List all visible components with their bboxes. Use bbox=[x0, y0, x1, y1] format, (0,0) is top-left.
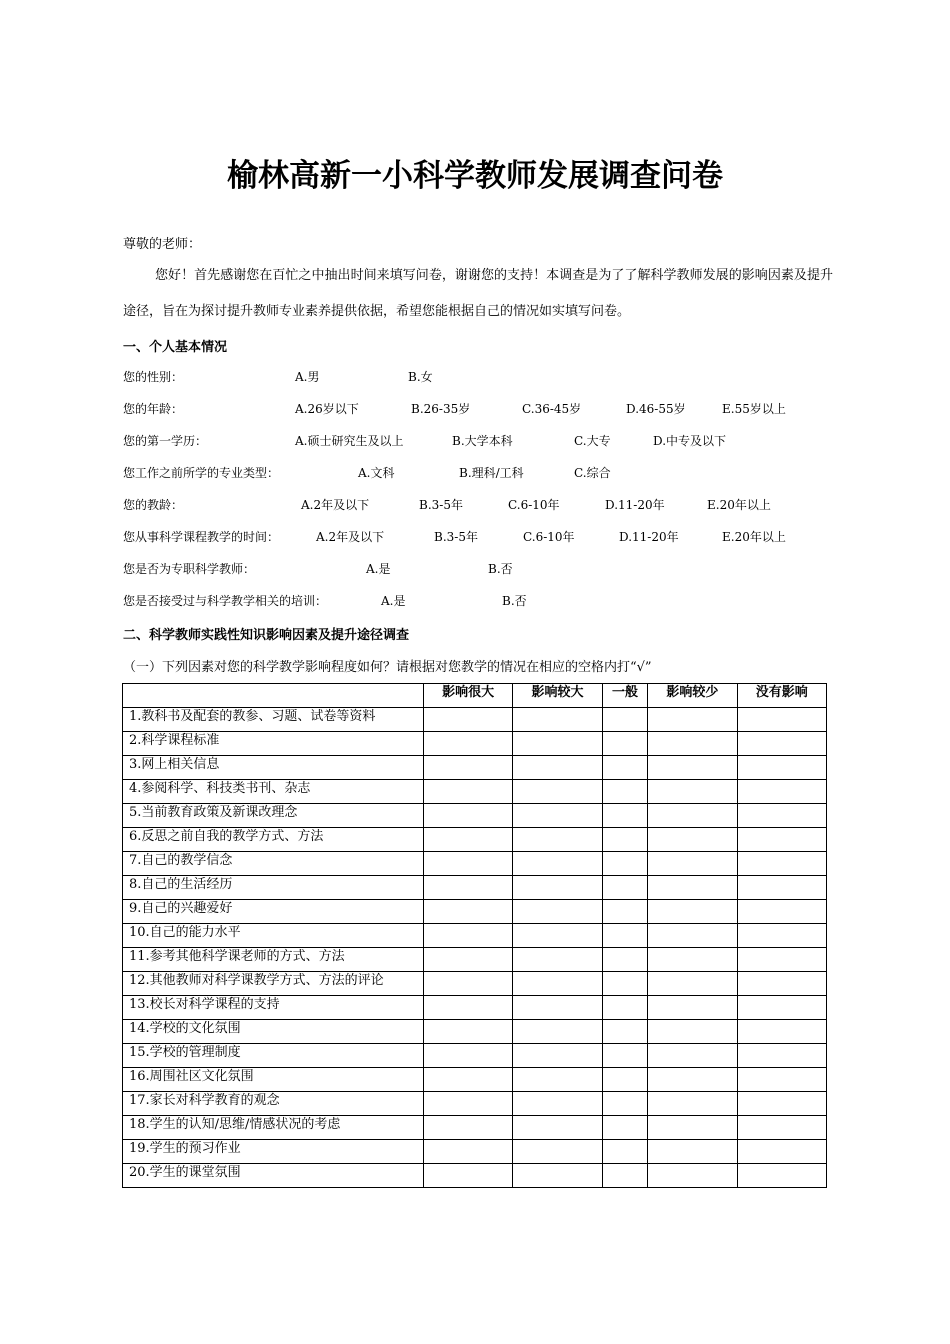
option: B.女 bbox=[408, 370, 433, 384]
option: A.硕士研究生及以上 bbox=[295, 434, 404, 448]
row-factor-label: 12.其他教师对科学课教学方式、方法的评论 bbox=[123, 972, 424, 996]
rating-cell[interactable] bbox=[513, 804, 602, 828]
rating-cell[interactable] bbox=[602, 756, 648, 780]
rating-cell[interactable] bbox=[513, 1164, 602, 1188]
row-factor-label: 1.教科书及配套的教参、习题、试卷等资料 bbox=[123, 708, 424, 732]
rating-cell[interactable] bbox=[513, 1020, 602, 1044]
option: D.11-20年 bbox=[619, 530, 679, 544]
table-row bbox=[123, 1020, 827, 1044]
table-instruction: （一）下列因素对您的科学教学影响程度如何？请根据对您教学的情况在相应的空格内打“√” bbox=[123, 660, 652, 675]
table-row bbox=[123, 756, 827, 780]
rating-cell[interactable] bbox=[648, 924, 737, 948]
page-title: 榆林高新一小科学教师发展调查问卷 bbox=[227, 158, 723, 194]
option: C.36-45岁 bbox=[522, 402, 582, 416]
row-factor-label: 14.学校的文化氛围 bbox=[123, 1020, 424, 1044]
rating-cell[interactable] bbox=[513, 948, 602, 972]
row-factor-label: 10.自己的能力水平 bbox=[123, 924, 424, 948]
option: A.2年及以下 bbox=[301, 498, 370, 512]
rating-cell[interactable] bbox=[513, 1092, 602, 1116]
rating-cell[interactable] bbox=[513, 996, 602, 1020]
option: D.中专及以下 bbox=[653, 434, 727, 448]
rating-cell[interactable] bbox=[737, 900, 826, 924]
row-factor-label: 13.校长对科学课程的支持 bbox=[123, 996, 424, 1020]
rating-cell[interactable] bbox=[424, 1068, 513, 1092]
table-row bbox=[123, 948, 827, 972]
rating-cell[interactable] bbox=[648, 1020, 737, 1044]
row-factor-label: 18.学生的认知/思维/情感状况的考虑 bbox=[123, 1116, 424, 1140]
rating-cell[interactable] bbox=[424, 996, 513, 1020]
rating-cell[interactable] bbox=[513, 756, 602, 780]
rating-cell[interactable] bbox=[424, 972, 513, 996]
rating-cell[interactable] bbox=[648, 804, 737, 828]
table-row bbox=[123, 972, 827, 996]
header-average: 一般 bbox=[602, 684, 648, 708]
rating-cell[interactable] bbox=[648, 972, 737, 996]
option: B.否 bbox=[488, 562, 513, 576]
table-row bbox=[123, 996, 827, 1020]
option: C.综合 bbox=[574, 466, 611, 480]
rating-cell[interactable] bbox=[737, 948, 826, 972]
rating-cell[interactable] bbox=[602, 1140, 648, 1164]
row-factor-label: 11.参考其他科学课老师的方式、方法 bbox=[123, 948, 424, 972]
option: B.3-5年 bbox=[434, 530, 478, 544]
rating-cell[interactable] bbox=[737, 1092, 826, 1116]
table-row bbox=[123, 708, 827, 732]
rating-cell[interactable] bbox=[648, 732, 737, 756]
rating-cell[interactable] bbox=[602, 924, 648, 948]
option: C.6-10年 bbox=[508, 498, 560, 512]
rating-cell[interactable] bbox=[513, 780, 602, 804]
rating-cell[interactable] bbox=[513, 828, 602, 852]
rating-cell[interactable] bbox=[648, 852, 737, 876]
row-factor-label: 6.反思之前自我的教学方式、方法 bbox=[123, 828, 424, 852]
intro-paragraph: 您好！首先感谢您在百忙之中抽出时间来填写问卷，谢谢您的支持！本调查是为了了解科学教师发展的影响因素及提升途径，旨在为探讨提升教师专业素养提供依据，希望您能根据自己的情况如实填写问卷。 bbox=[123, 268, 833, 319]
rating-cell[interactable] bbox=[737, 1044, 826, 1068]
rating-cell[interactable] bbox=[648, 1092, 737, 1116]
row-factor-label: 19.学生的预习作业 bbox=[123, 1140, 424, 1164]
option: A.26岁以下 bbox=[295, 402, 359, 416]
rating-cell[interactable] bbox=[602, 1164, 648, 1188]
section-heading-personal: 一、个人基本情况 bbox=[123, 340, 228, 355]
rating-cell[interactable] bbox=[602, 1044, 648, 1068]
rating-cell[interactable] bbox=[602, 996, 648, 1020]
rating-cell[interactable] bbox=[737, 828, 826, 852]
header-none: 没有影响 bbox=[737, 684, 826, 708]
rating-cell[interactable] bbox=[648, 1044, 737, 1068]
rating-cell[interactable] bbox=[424, 1092, 513, 1116]
row-factor-label: 2.科学课程标准 bbox=[123, 732, 424, 756]
rating-cell[interactable] bbox=[737, 1020, 826, 1044]
table-row bbox=[123, 852, 827, 876]
rating-table bbox=[122, 683, 827, 1188]
row-factor-label: 3.网上相关信息 bbox=[123, 756, 424, 780]
rating-cell[interactable] bbox=[424, 1020, 513, 1044]
table-row bbox=[123, 1068, 827, 1092]
rating-cell[interactable] bbox=[424, 948, 513, 972]
rating-cell[interactable] bbox=[424, 1044, 513, 1068]
greeting: 尊敬的老师： bbox=[123, 237, 202, 252]
rating-cell[interactable] bbox=[602, 900, 648, 924]
header-small: 影响较少 bbox=[648, 684, 737, 708]
row-factor-label: 7.自己的教学信念 bbox=[123, 852, 424, 876]
rating-cell[interactable] bbox=[602, 732, 648, 756]
question-label: 您工作之前所学的专业类型： bbox=[123, 466, 280, 480]
rating-cell[interactable] bbox=[648, 1116, 737, 1140]
rating-cell[interactable] bbox=[737, 756, 826, 780]
rating-cell[interactable] bbox=[648, 828, 737, 852]
option: D.11-20年 bbox=[605, 498, 665, 512]
option: C.大专 bbox=[574, 434, 611, 448]
rating-cell[interactable] bbox=[602, 852, 648, 876]
rating-cell[interactable] bbox=[424, 876, 513, 900]
rating-cell[interactable] bbox=[648, 1140, 737, 1164]
rating-cell[interactable] bbox=[513, 1068, 602, 1092]
rating-cell[interactable] bbox=[737, 1068, 826, 1092]
question-label: 您是否为专职科学教师： bbox=[123, 562, 256, 576]
table-row bbox=[123, 876, 827, 900]
rating-cell[interactable] bbox=[424, 756, 513, 780]
section-heading-survey: 二、科学教师实践性知识影响因素及提升途径调查 bbox=[123, 628, 410, 643]
rating-cell[interactable] bbox=[648, 756, 737, 780]
rating-cell[interactable] bbox=[602, 804, 648, 828]
rating-cell[interactable] bbox=[737, 996, 826, 1020]
table-row bbox=[123, 1044, 827, 1068]
rating-cell[interactable] bbox=[648, 876, 737, 900]
question-label: 您的教龄： bbox=[123, 498, 184, 512]
rating-cell[interactable] bbox=[424, 1140, 513, 1164]
rating-cell[interactable] bbox=[602, 1116, 648, 1140]
option: A.是 bbox=[366, 562, 391, 576]
row-factor-label: 17.家长对科学教育的观念 bbox=[123, 1092, 424, 1116]
option: A.男 bbox=[295, 370, 320, 384]
row-factor-label: 5.当前教育政策及新课改理念 bbox=[123, 804, 424, 828]
rating-cell[interactable] bbox=[737, 804, 826, 828]
rating-cell[interactable] bbox=[513, 1116, 602, 1140]
rating-cell[interactable] bbox=[602, 972, 648, 996]
rating-cell[interactable] bbox=[513, 924, 602, 948]
rating-cell[interactable] bbox=[737, 876, 826, 900]
rating-cell[interactable] bbox=[737, 732, 826, 756]
option: E.55岁以上 bbox=[722, 402, 786, 416]
rating-cell[interactable] bbox=[602, 876, 648, 900]
rating-cell[interactable] bbox=[424, 708, 513, 732]
rating-cell[interactable] bbox=[513, 732, 602, 756]
rating-cell[interactable] bbox=[424, 732, 513, 756]
rating-cell[interactable] bbox=[513, 876, 602, 900]
option: B.26-35岁 bbox=[411, 402, 471, 416]
rating-cell[interactable] bbox=[424, 828, 513, 852]
table-header-row bbox=[123, 684, 827, 708]
option: A.是 bbox=[381, 594, 406, 608]
rating-cell[interactable] bbox=[424, 804, 513, 828]
rating-cell[interactable] bbox=[737, 708, 826, 732]
option: D.46-55岁 bbox=[626, 402, 686, 416]
rating-cell[interactable] bbox=[602, 780, 648, 804]
rating-cell[interactable] bbox=[424, 900, 513, 924]
row-factor-label: 8.自己的生活经历 bbox=[123, 876, 424, 900]
rating-cell[interactable] bbox=[424, 852, 513, 876]
table-row bbox=[123, 1164, 827, 1188]
rating-cell[interactable] bbox=[737, 780, 826, 804]
table-row bbox=[123, 804, 827, 828]
rating-cell[interactable] bbox=[648, 780, 737, 804]
option: A.文科 bbox=[358, 466, 395, 480]
row-factor-label: 20.学生的课堂氛围 bbox=[123, 1164, 424, 1188]
option: A.2年及以下 bbox=[316, 530, 385, 544]
question-label: 您的年龄： bbox=[123, 402, 184, 416]
option: C.6-10年 bbox=[523, 530, 575, 544]
header-very-large: 影响很大 bbox=[424, 684, 513, 708]
header-blank bbox=[123, 684, 424, 708]
rating-cell[interactable] bbox=[602, 1020, 648, 1044]
rating-cell[interactable] bbox=[737, 1116, 826, 1140]
rating-cell[interactable] bbox=[648, 948, 737, 972]
table-row bbox=[123, 924, 827, 948]
rating-cell[interactable] bbox=[737, 1164, 826, 1188]
rating-cell[interactable] bbox=[648, 708, 737, 732]
rating-cell[interactable] bbox=[602, 1092, 648, 1116]
row-factor-label: 9.自己的兴趣爱好 bbox=[123, 900, 424, 924]
rating-cell[interactable] bbox=[648, 996, 737, 1020]
rating-cell[interactable] bbox=[424, 1164, 513, 1188]
row-factor-label: 15.学校的管理制度 bbox=[123, 1044, 424, 1068]
option: B.3-5年 bbox=[419, 498, 463, 512]
rating-cell[interactable] bbox=[737, 972, 826, 996]
table-row bbox=[123, 900, 827, 924]
table-row bbox=[123, 780, 827, 804]
question-label: 您是否接受过与科学教学相关的培训： bbox=[123, 594, 328, 608]
rating-cell[interactable] bbox=[737, 1140, 826, 1164]
header-large: 影响较大 bbox=[513, 684, 602, 708]
option: B.理科/工科 bbox=[459, 466, 524, 480]
table-row bbox=[123, 732, 827, 756]
rating-cell[interactable] bbox=[424, 780, 513, 804]
table-row bbox=[123, 1140, 827, 1164]
rating-cell[interactable] bbox=[424, 924, 513, 948]
rating-cell[interactable] bbox=[737, 852, 826, 876]
rating-cell[interactable] bbox=[648, 900, 737, 924]
rating-cell[interactable] bbox=[513, 972, 602, 996]
rating-cell[interactable] bbox=[602, 948, 648, 972]
table-row bbox=[123, 1092, 827, 1116]
rating-cell[interactable] bbox=[513, 1140, 602, 1164]
option: E.20年以上 bbox=[707, 498, 771, 512]
rating-cell[interactable] bbox=[602, 828, 648, 852]
question-label: 您从事科学课程教学的时间： bbox=[123, 530, 280, 544]
row-factor-label: 16.周围社区文化氛围 bbox=[123, 1068, 424, 1092]
option: E.20年以上 bbox=[722, 530, 786, 544]
table-row bbox=[123, 828, 827, 852]
rating-cell[interactable] bbox=[602, 1068, 648, 1092]
rating-cell[interactable] bbox=[513, 708, 602, 732]
table-row bbox=[123, 1116, 827, 1140]
rating-cell[interactable] bbox=[513, 852, 602, 876]
rating-cell[interactable] bbox=[648, 1164, 737, 1188]
option: B.否 bbox=[502, 594, 527, 608]
rating-cell[interactable] bbox=[648, 1068, 737, 1092]
rating-cell[interactable] bbox=[424, 1116, 513, 1140]
rating-cell[interactable] bbox=[513, 1044, 602, 1068]
row-factor-label: 4.参阅科学、科技类书刊、杂志 bbox=[123, 780, 424, 804]
rating-cell[interactable] bbox=[602, 708, 648, 732]
question-label: 您的性别： bbox=[123, 370, 184, 384]
option: B.大学本科 bbox=[452, 434, 513, 448]
rating-cell[interactable] bbox=[513, 900, 602, 924]
question-label: 您的第一学历： bbox=[123, 434, 208, 448]
rating-cell[interactable] bbox=[737, 924, 826, 948]
